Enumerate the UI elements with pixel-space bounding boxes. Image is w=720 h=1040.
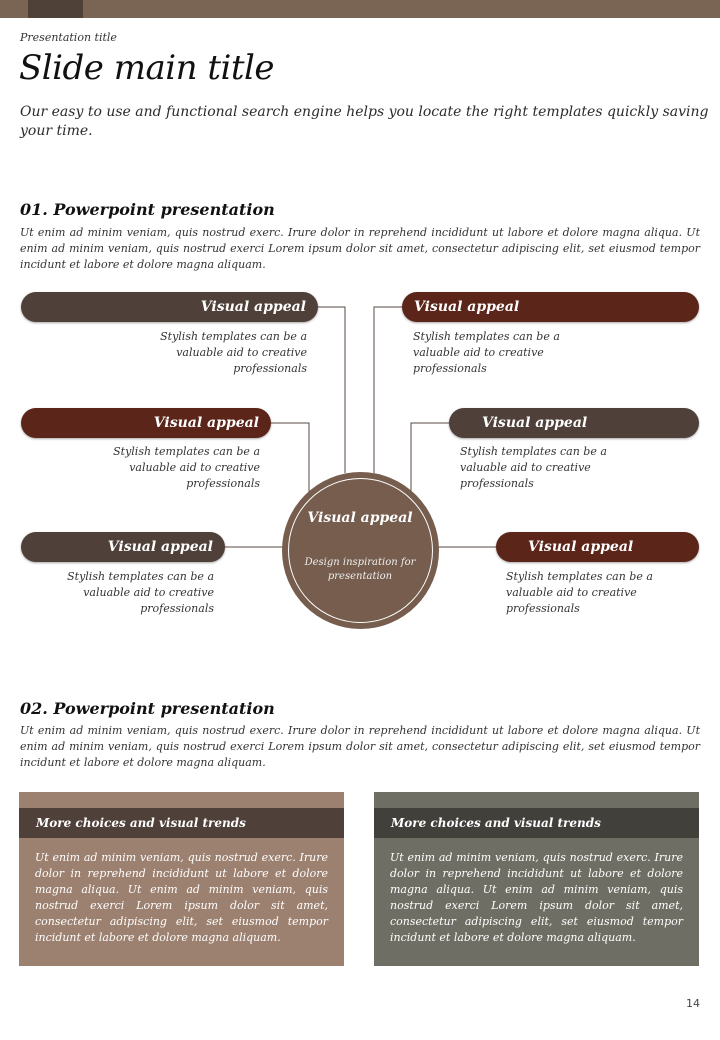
section-2-body: Ut enim ad minim veniam, quis nostrud exerc. Irure dolor in reprehend incididunt ut labore et dolore magna aliqua. Ut enim ad minim veniam, quis nostrud exerci Lorem ipsum dolor sit amet, consectetur adipiscing elit, set eiusmod tempor incidunt et labore et dolore magna aliquam. [20,724,700,769]
diagram-pill-top-right: Visual appeal [402,292,699,322]
diagram-desc-middle-left: Stylish templates can be a valuable aid to creative professionals [113,445,260,490]
connector-top-left [318,307,345,473]
info-card-1-title: More choices and visual trends [19,808,344,838]
info-card-1-body: Ut enim ad minim veniam, quis nostrud exerc. Irure dolor in reprehend incididunt ut labore et dolore magna aliqua. Ut enim ad minim veniam, quis nostrud exerci Lorem ipsum dolor sit amet, consectetur adipiscing elit, set eiusmod tempor incidunt et labore et dolore magna aliquam. [35,851,328,944]
slide-main-title: Slide main title [19,48,275,88]
connector-middle-left [271,423,309,492]
diagram-pill-middle-left: Visual appeal [21,408,271,438]
info-card-1 [19,792,344,966]
page-number: 14 [686,997,700,1010]
slide-subtitle: Our easy to use and functional search engine helps you locate the right templates quickly saving your time. [20,104,709,139]
diagram-desc-middle-right: Stylish templates can be a valuable aid to creative professionals [460,445,607,490]
diagram-desc-bottom-right: Stylish templates can be a valuable aid to creative professionals [506,570,653,615]
connector-top-right [374,307,402,473]
info-card-2-title: More choices and visual trends [374,808,699,838]
diagram-pill-top-left: Visual appeal [21,292,318,322]
diagram-hub-title: Visual appeal [307,510,413,526]
diagram-hub-subtitle: Design inspiration for presentation [304,557,416,582]
connector-middle-right [411,423,449,492]
presentation-title: Presentation title [20,31,117,44]
diagram-desc-bottom-left: Stylish templates can be a valuable aid to creative professionals [67,570,214,615]
diagram-desc-top-right: Stylish templates can be a valuable aid to creative professionals [413,330,560,375]
diagram-pill-bottom-right: Visual appeal [496,532,699,562]
info-card-2-body: Ut enim ad minim veniam, quis nostrud exerc. Irure dolor in reprehend incididunt ut labore et dolore magna aliqua. Ut enim ad minim veniam, quis nostrud exerci Lorem ipsum dolor sit amet, consectetur adipiscing elit, set eiusmod tempor incidunt et labore et dolore magna aliquam. [390,851,683,944]
diagram-desc-top-left: Stylish templates can be a valuable aid to creative professionals [160,330,307,375]
section-1-body: Ut enim ad minim veniam, quis nostrud exerc. Irure dolor in reprehend incididunt ut labore et dolore magna aliqua. Ut enim ad minim veniam, quis nostrud exerci Lorem ipsum dolor sit amet, consectetur adipiscing elit, set eiusmod tempor incidunt et labore et dolore magna aliquam. [20,226,700,271]
section-1-heading: 01. Powerpoint presentation [20,200,275,219]
section-2-heading: 02. Powerpoint presentation [20,699,275,718]
diagram-pill-middle-right: Visual appeal [449,408,699,438]
diagram-hub-ring [288,478,433,623]
info-card-2 [374,792,699,966]
diagram-pill-bottom-left: Visual appeal [21,532,225,562]
